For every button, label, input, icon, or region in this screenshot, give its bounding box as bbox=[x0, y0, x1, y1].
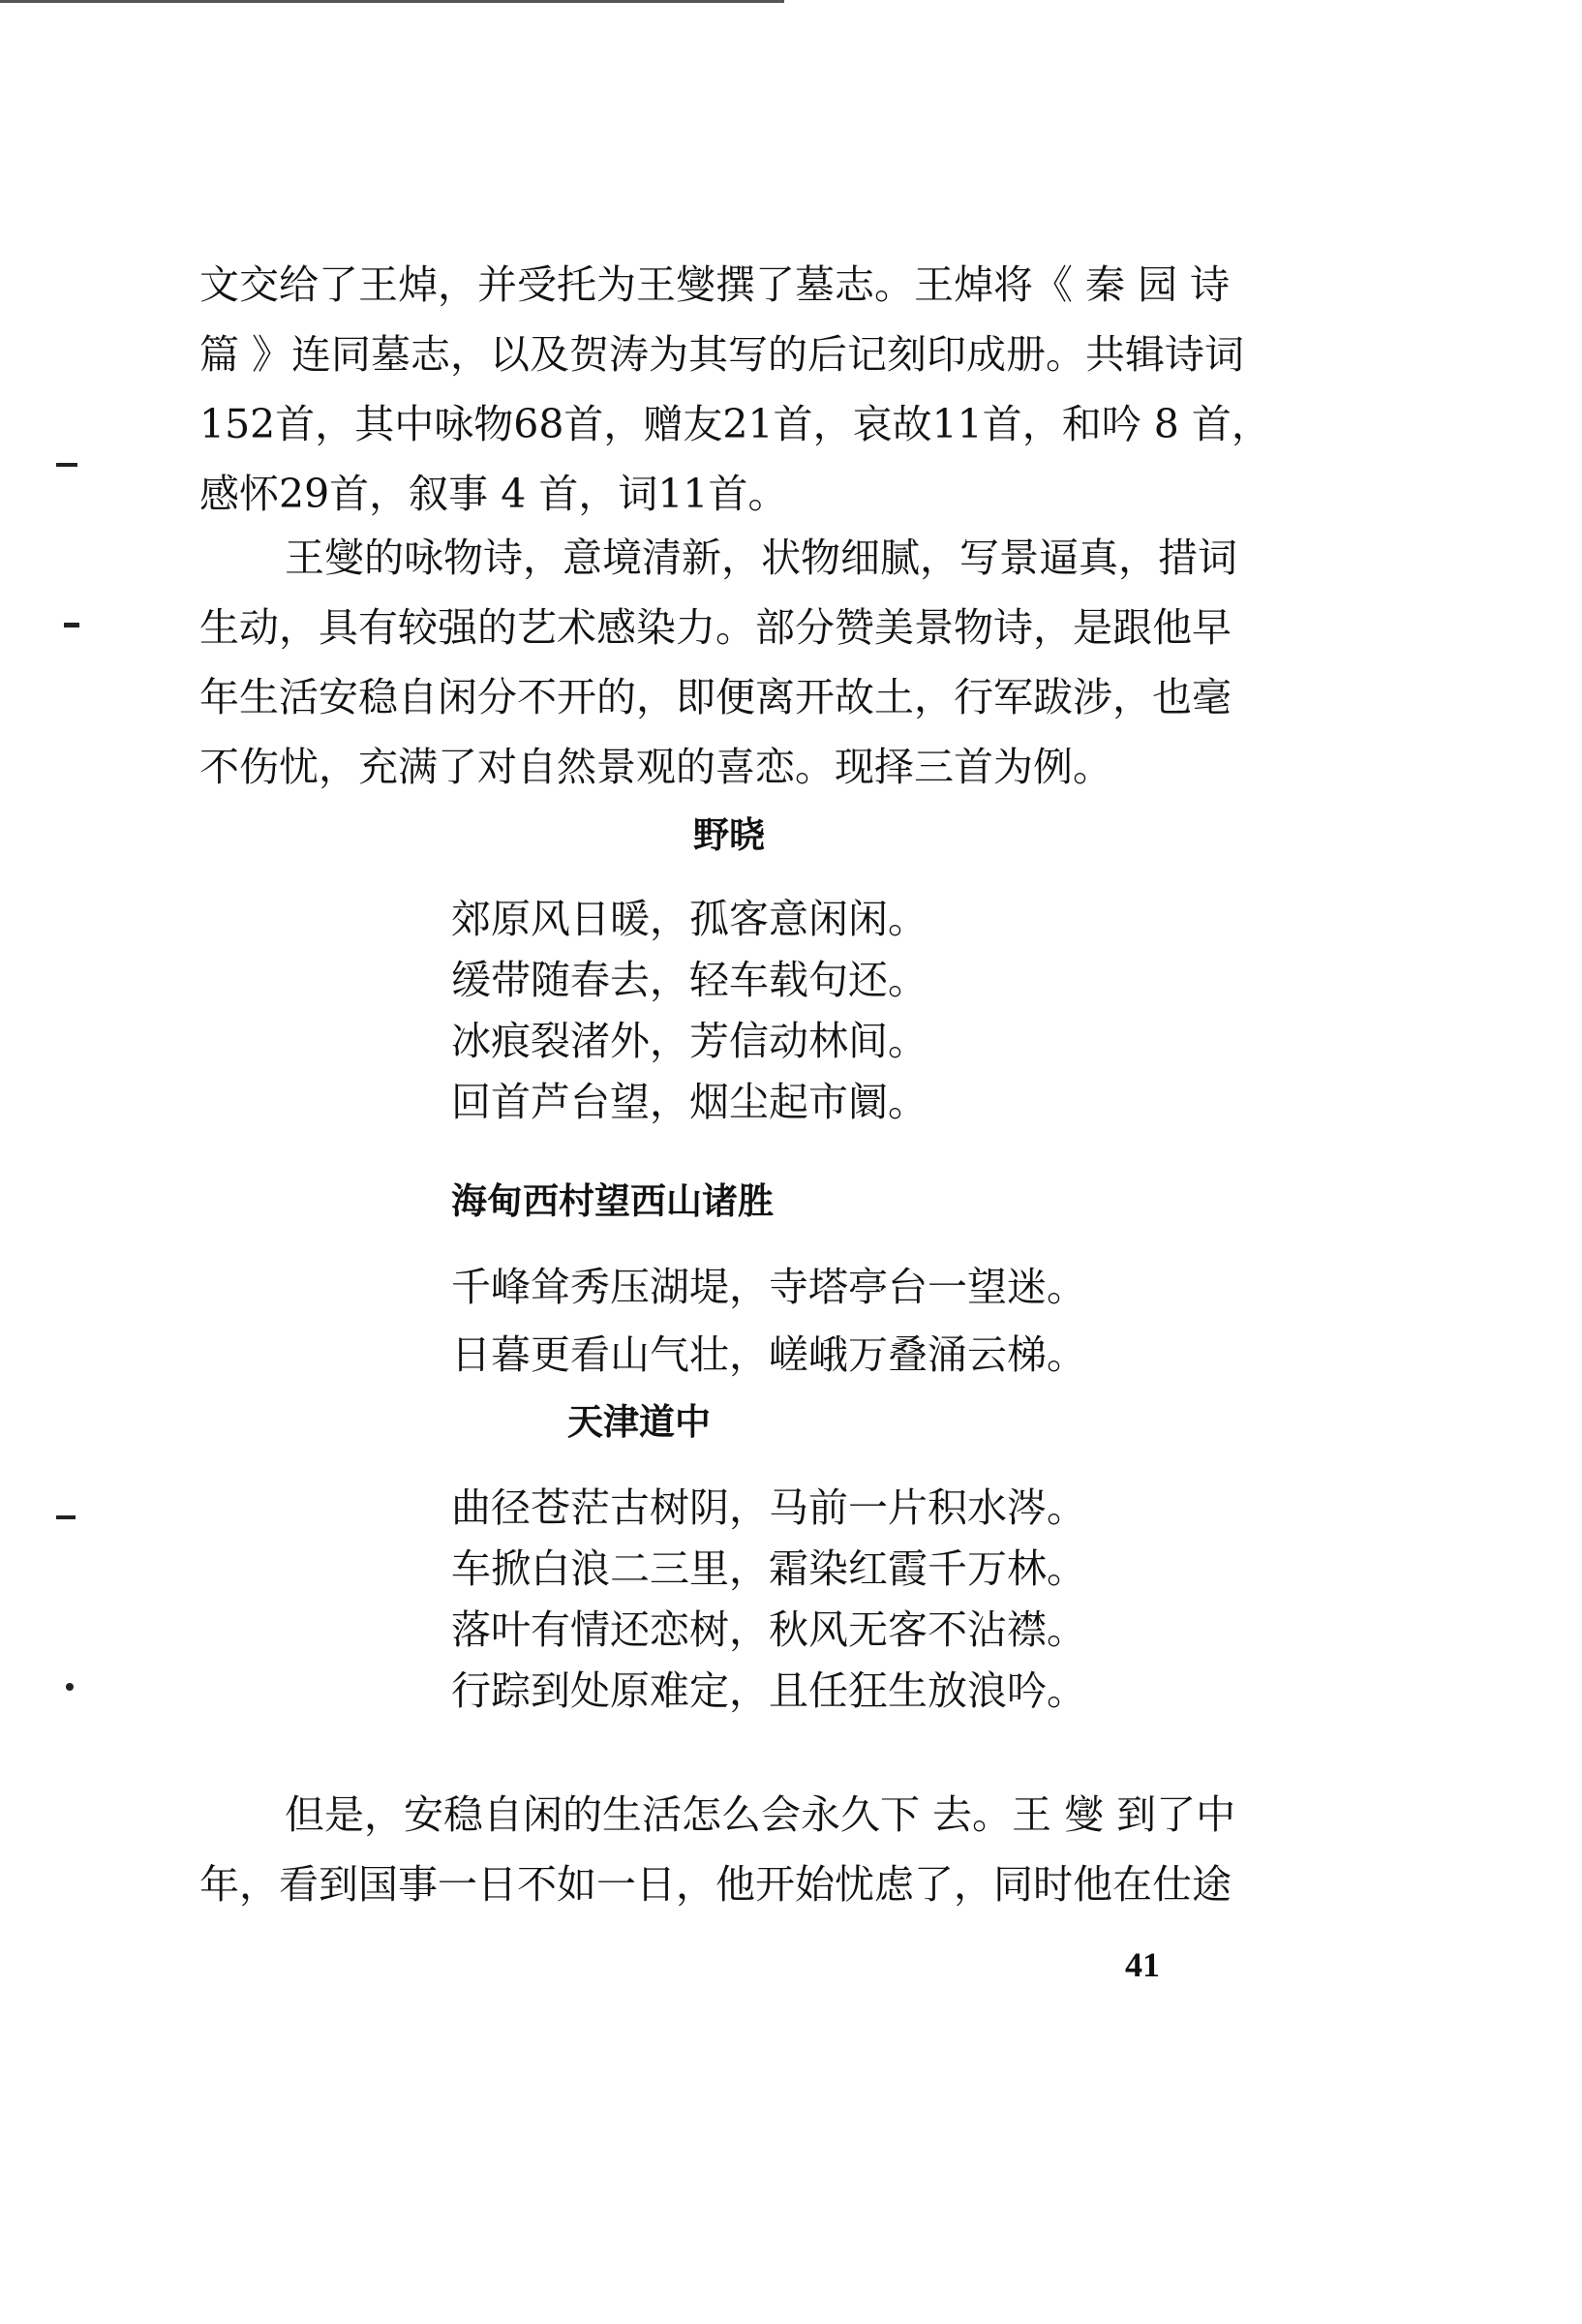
scan-mark-4 bbox=[66, 1683, 74, 1691]
text-line: 152首，其中咏物68首，赠友21首，哀故11首，和吟 8 首， bbox=[199, 401, 1271, 447]
poem-line: 郊原风日暖，孤客意闲闲。 bbox=[451, 896, 928, 942]
poem-line: 行踪到处原难定，且任狂生放浪吟。 bbox=[451, 1667, 1086, 1714]
poem-line: 日暮更看山气壮，嵯峨万叠涌云梯。 bbox=[451, 1331, 1086, 1378]
text-line: 王燮的咏物诗，意境清新，状物细腻，写景逼真，措词 bbox=[285, 535, 1237, 581]
poem-title: 野晓 bbox=[693, 814, 765, 856]
text-line: 但是，安稳自闲的生活怎么会永久下 去。王 燮 到了中 bbox=[285, 1791, 1236, 1838]
text-line: 年生活安稳自闲分不开的，即便离开故土，行军跋涉，也毫 bbox=[199, 674, 1232, 720]
poem-1-body bbox=[451, 889, 928, 1133]
poem-line: 冰痕裂渚外，芳信动林间。 bbox=[451, 1018, 928, 1064]
text-line: 年，看到国事一日不如一日，他开始忧虑了，同时他在仕途 bbox=[199, 1861, 1232, 1908]
poem-title: 海甸西村望西山诸胜 bbox=[451, 1180, 774, 1222]
text-line: 生动，具有较强的艺术感染力。部分赞美景物诗，是跟他早 bbox=[199, 604, 1232, 651]
poem-2-body bbox=[451, 1253, 1086, 1389]
scan-mark-1 bbox=[56, 463, 77, 467]
poem-2 bbox=[451, 1172, 774, 1224]
scan-mark-3 bbox=[56, 1515, 76, 1519]
paragraph-3 bbox=[199, 1780, 1284, 1919]
poem-line: 曲径苍茫古树阴，马前一片积水涔。 bbox=[451, 1484, 1086, 1531]
poem-line: 千峰耸秀压湖堤，寺塔亭台一望迷。 bbox=[451, 1264, 1086, 1310]
text-line: 不伤忧，充满了对自然景观的喜恋。现择三首为例。 bbox=[199, 744, 1112, 790]
poem-3 bbox=[567, 1392, 711, 1445]
paragraph-2 bbox=[199, 523, 1284, 802]
text-line: 篇 》连同墓志，以及贺涛为其写的后记刻印成册。共辑诗词 bbox=[199, 331, 1245, 378]
poem-3-body bbox=[451, 1478, 1086, 1722]
poem-title: 天津道中 bbox=[567, 1401, 711, 1443]
scan-mark-2 bbox=[64, 623, 79, 627]
poem-line: 车掀白浪二三里，霜染红霞千万林。 bbox=[451, 1545, 1086, 1592]
poem-line: 缓带随春去，轻车载句还。 bbox=[451, 957, 928, 1003]
text-line: 文交给了王焯，并受托为王燮撰了墓志。王焯将《 秦 园 诗 bbox=[199, 261, 1231, 308]
scan-edge-line bbox=[0, 0, 784, 3]
text-line: 感怀29首，叙事 4 首，词11首。 bbox=[199, 471, 788, 517]
page-number: 41 bbox=[1125, 1945, 1160, 1984]
poem-1 bbox=[693, 806, 765, 858]
poem-line: 回首芦台望，烟尘起市阛。 bbox=[451, 1079, 928, 1125]
poem-line: 落叶有情还恋树，秋风无客不沾襟。 bbox=[451, 1606, 1086, 1653]
paragraph-1 bbox=[199, 250, 1284, 529]
